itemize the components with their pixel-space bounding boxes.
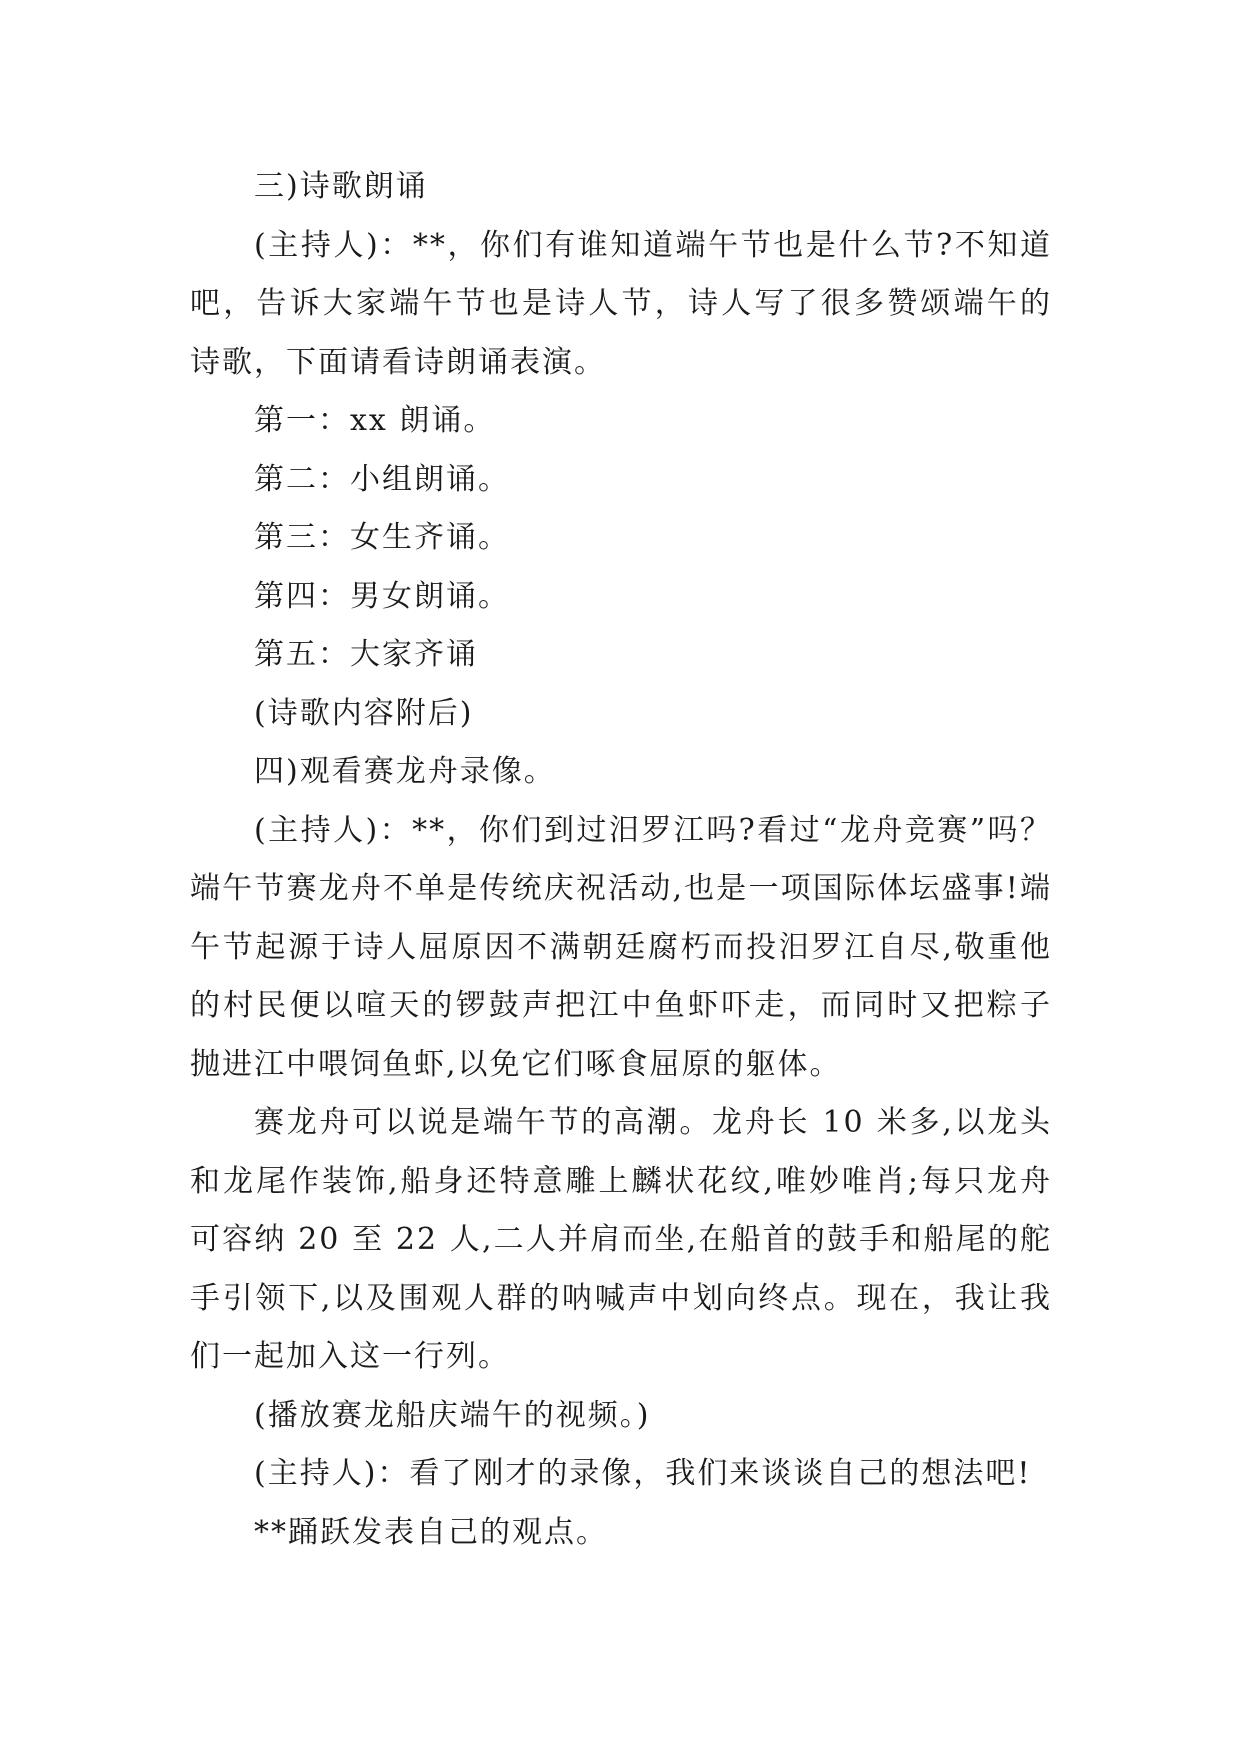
dragon-boat-description-paragraph: 赛龙舟可以说是端午节的高潮。龙舟长 10 米多,以龙头和龙尾作装饰,船身还特意雕上麟状花纹,唯妙唯肖;每只龙舟可容纳 20 至 22 人,二人并肩而坐,在船首的鼓手和船尾的舵手引领下,以及围观人群的呐喊声中划向终点。现在，我让我们一起加入这一行列。 [190,1105,1052,1374]
host-discussion-paragraph: (主持人)：看了刚才的录像，我们来谈谈自己的想法吧! [254,1456,1032,1491]
video-note: (播放赛龙船庆端午的视频。) [254,1397,651,1433]
host-dragon-boat-paragraph: (主持人)：**，你们到过汨罗江吗?看过“龙舟竞赛”吗？端午节赛龙舟不单是传统庆祝活动,也是一项国际体坛盛事!端午节起源于诗人屈原因不满朝廷腐朽而投汨罗江自尽,敬重他的村民便以喧天的锣鼓声把江中鱼虾吓走，而同时又把粽子抛进江中喂饲鱼虾,以免它们啄食屈原的躯体。 [190,812,1052,1082]
program-item-5: 第五：大家齐诵 [254,637,478,672]
student-response-paragraph: **踊跃发表自己的观点。 [254,1514,608,1550]
host-intro-paragraph: (主持人)：**，你们有谁知道端午节也是什么节?不知道吧，告诉大家端午节也是诗人节，诗人写了很多赞颂端午的诗歌，下面请看诗朗诵表演。 [190,227,1052,380]
program-item-3: 第三：女生齐诵。 [254,520,510,555]
program-item-4: 第四：男女朗诵。 [254,578,510,614]
section-heading-poetry: 三)诗歌朗诵 [254,169,428,204]
program-item-2: 第二：小组朗诵。 [254,461,510,497]
document-body [190,158,1052,1562]
program-item-1: 第一：xx 朗诵。 [254,403,496,438]
section-heading-dragon-boat: 四)观看赛龙舟录像。 [254,754,556,789]
poem-note: (诗歌内容附后) [254,695,474,731]
